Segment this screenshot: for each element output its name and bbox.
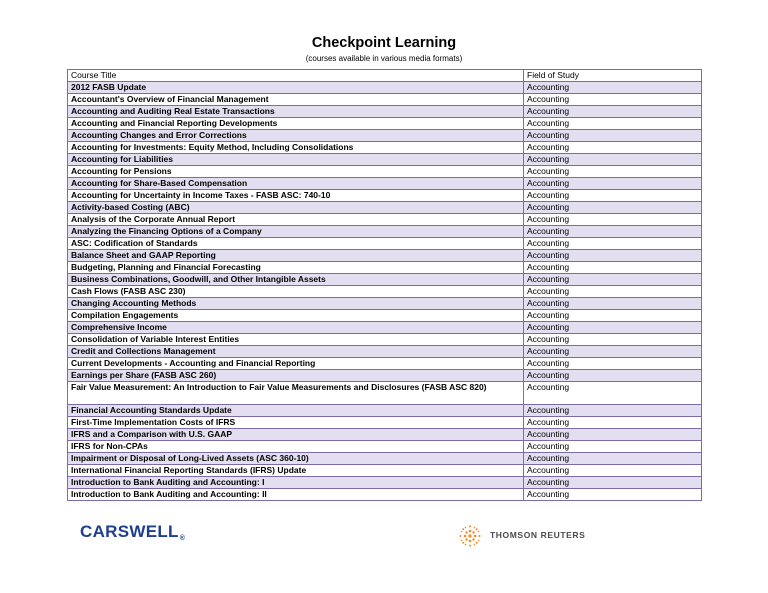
table-row <box>68 82 702 94</box>
course-title-cell: Activity-based Costing (ABC) <box>68 202 524 214</box>
course-title-cell: Accounting and Financial Reporting Developments <box>68 118 524 130</box>
column-header-field-of-study: Field of Study <box>524 70 702 82</box>
course-title-cell: Accounting for Share-Based Compensation <box>68 178 524 190</box>
field-of-study-cell: Accounting <box>524 441 702 453</box>
field-of-study-cell: Accounting <box>524 322 702 334</box>
field-of-study-cell: Accounting <box>524 298 702 310</box>
field-of-study-cell: Accounting <box>524 358 702 370</box>
field-of-study-cell: Accounting <box>524 453 702 465</box>
table-row <box>68 358 702 370</box>
field-of-study-cell: Accounting <box>524 382 702 405</box>
course-title-cell: Current Developments - Accounting and Financial Reporting <box>68 358 524 370</box>
field-of-study-cell: Accounting <box>524 94 702 106</box>
course-title-cell: Accounting for Investments: Equity Method, Including Consolidations <box>68 142 524 154</box>
table-row <box>68 226 702 238</box>
course-table <box>67 69 702 501</box>
course-title-cell: Comprehensive Income <box>68 322 524 334</box>
course-title-cell: Compilation Engagements <box>68 310 524 322</box>
course-title-cell: IFRS and a Comparison with U.S. GAAP <box>68 429 524 441</box>
table-row <box>68 178 702 190</box>
field-of-study-cell: Accounting <box>524 370 702 382</box>
course-title-cell: ASC: Codification of Standards <box>68 238 524 250</box>
course-title-cell: Credit and Collections Management <box>68 346 524 358</box>
course-title-cell: Balance Sheet and GAAP Reporting <box>68 250 524 262</box>
field-of-study-cell: Accounting <box>524 429 702 441</box>
field-of-study-cell: Accounting <box>524 106 702 118</box>
field-of-study-cell: Accounting <box>524 465 702 477</box>
field-of-study-cell: Accounting <box>524 477 702 489</box>
table-row <box>68 118 702 130</box>
course-title-cell: IFRS for Non-CPAs <box>68 441 524 453</box>
course-title-cell: Accounting for Pensions <box>68 166 524 178</box>
course-title-cell: Budgeting, Planning and Financial Forecasting <box>68 262 524 274</box>
course-title-cell: Earnings per Share (FASB ASC 260) <box>68 370 524 382</box>
course-title-cell: Changing Accounting Methods <box>68 298 524 310</box>
field-of-study-cell: Accounting <box>524 286 702 298</box>
field-of-study-cell: Accounting <box>524 82 702 94</box>
table-row <box>68 310 702 322</box>
table-row <box>68 346 702 358</box>
field-of-study-cell: Accounting <box>524 405 702 417</box>
page-subtitle: (courses available in various media formats) <box>305 54 463 63</box>
table-row <box>68 405 702 417</box>
page-title: Checkpoint Learning <box>311 35 457 51</box>
table-row <box>68 274 702 286</box>
field-of-study-cell: Accounting <box>524 154 702 166</box>
course-title-cell: Analysis of the Corporate Annual Report <box>68 214 524 226</box>
course-title-cell: Accounting for Uncertainty in Income Taxes - FASB ASC: 740-10 <box>68 190 524 202</box>
field-of-study-cell: Accounting <box>524 334 702 346</box>
course-title-cell: Accountant's Overview of Financial Management <box>68 94 524 106</box>
course-title-cell: Consolidation of Variable Interest Entities <box>68 334 524 346</box>
table-row <box>68 130 702 142</box>
field-of-study-cell: Accounting <box>524 310 702 322</box>
table-row <box>68 477 702 489</box>
table-row <box>68 262 702 274</box>
registered-mark: ® <box>179 535 186 542</box>
course-title-cell: Accounting for Liabilities <box>68 154 524 166</box>
course-title-cell: Fair Value Measurement: An Introduction to Fair Value Measurements and Disclosures (FASB ASC 820) <box>68 382 524 405</box>
table-row <box>68 166 702 178</box>
field-of-study-cell: Accounting <box>524 142 702 154</box>
field-of-study-cell: Accounting <box>524 166 702 178</box>
field-of-study-cell: Accounting <box>524 202 702 214</box>
field-of-study-cell: Accounting <box>524 130 702 142</box>
field-of-study-cell: Accounting <box>524 118 702 130</box>
table-row <box>68 334 702 346</box>
table-row <box>68 417 702 429</box>
course-title-cell: Introduction to Bank Auditing and Accounting: I <box>68 477 524 489</box>
field-of-study-cell: Accounting <box>524 262 702 274</box>
table-row <box>68 441 702 453</box>
course-title-cell: 2012 FASB Update <box>68 82 524 94</box>
table-row <box>68 286 702 298</box>
field-of-study-cell: Accounting <box>524 274 702 286</box>
field-of-study-cell: Accounting <box>524 489 702 501</box>
field-of-study-cell: Accounting <box>524 250 702 262</box>
course-title-cell: Accounting and Auditing Real Estate Transactions <box>68 106 524 118</box>
course-title-cell: First-Time Implementation Costs of IFRS <box>68 417 524 429</box>
course-title-cell: Introduction to Bank Auditing and Accounting: II <box>68 489 524 501</box>
course-title-cell: International Financial Reporting Standards (IFRS) Update <box>68 465 524 477</box>
carswell-logo <box>80 522 185 542</box>
table-row <box>68 214 702 226</box>
column-header-course-title: Course Title <box>68 70 524 82</box>
table-row <box>68 94 702 106</box>
field-of-study-cell: Accounting <box>524 417 702 429</box>
table-row <box>68 429 702 441</box>
course-title-cell: Financial Accounting Standards Update <box>68 405 524 417</box>
table-row <box>68 154 702 166</box>
field-of-study-cell: Accounting <box>524 214 702 226</box>
table-row <box>68 142 702 154</box>
table-row <box>68 382 702 405</box>
table-row <box>68 453 702 465</box>
field-of-study-cell: Accounting <box>524 190 702 202</box>
table-row <box>68 250 702 262</box>
field-of-study-cell: Accounting <box>524 178 702 190</box>
table-row <box>68 190 702 202</box>
table-row <box>68 489 702 501</box>
thomson-reuters-dot-icon <box>460 526 481 547</box>
field-of-study-cell: Accounting <box>524 226 702 238</box>
course-title-cell: Impairment or Disposal of Long-Lived Assets (ASC 360-10) <box>68 453 524 465</box>
field-of-study-cell: Accounting <box>524 238 702 250</box>
course-title-cell: Analyzing the Financing Options of a Company <box>68 226 524 238</box>
field-of-study-cell: Accounting <box>524 346 702 358</box>
table-row <box>68 202 702 214</box>
course-title-cell: Accounting Changes and Error Corrections <box>68 130 524 142</box>
table-row <box>68 106 702 118</box>
table-row <box>68 370 702 382</box>
table-row <box>68 298 702 310</box>
table-row <box>68 238 702 250</box>
table-row <box>68 465 702 477</box>
carswell-logo-text: CARSWELL <box>80 522 179 541</box>
thomson-reuters-logo-text: THOMSON REUTERS <box>490 530 586 540</box>
table-header-row <box>68 70 702 82</box>
table-row <box>68 322 702 334</box>
course-title-cell: Business Combinations, Goodwill, and Other Intangible Assets <box>68 274 524 286</box>
course-title-cell: Cash Flows (FASB ASC 230) <box>68 286 524 298</box>
